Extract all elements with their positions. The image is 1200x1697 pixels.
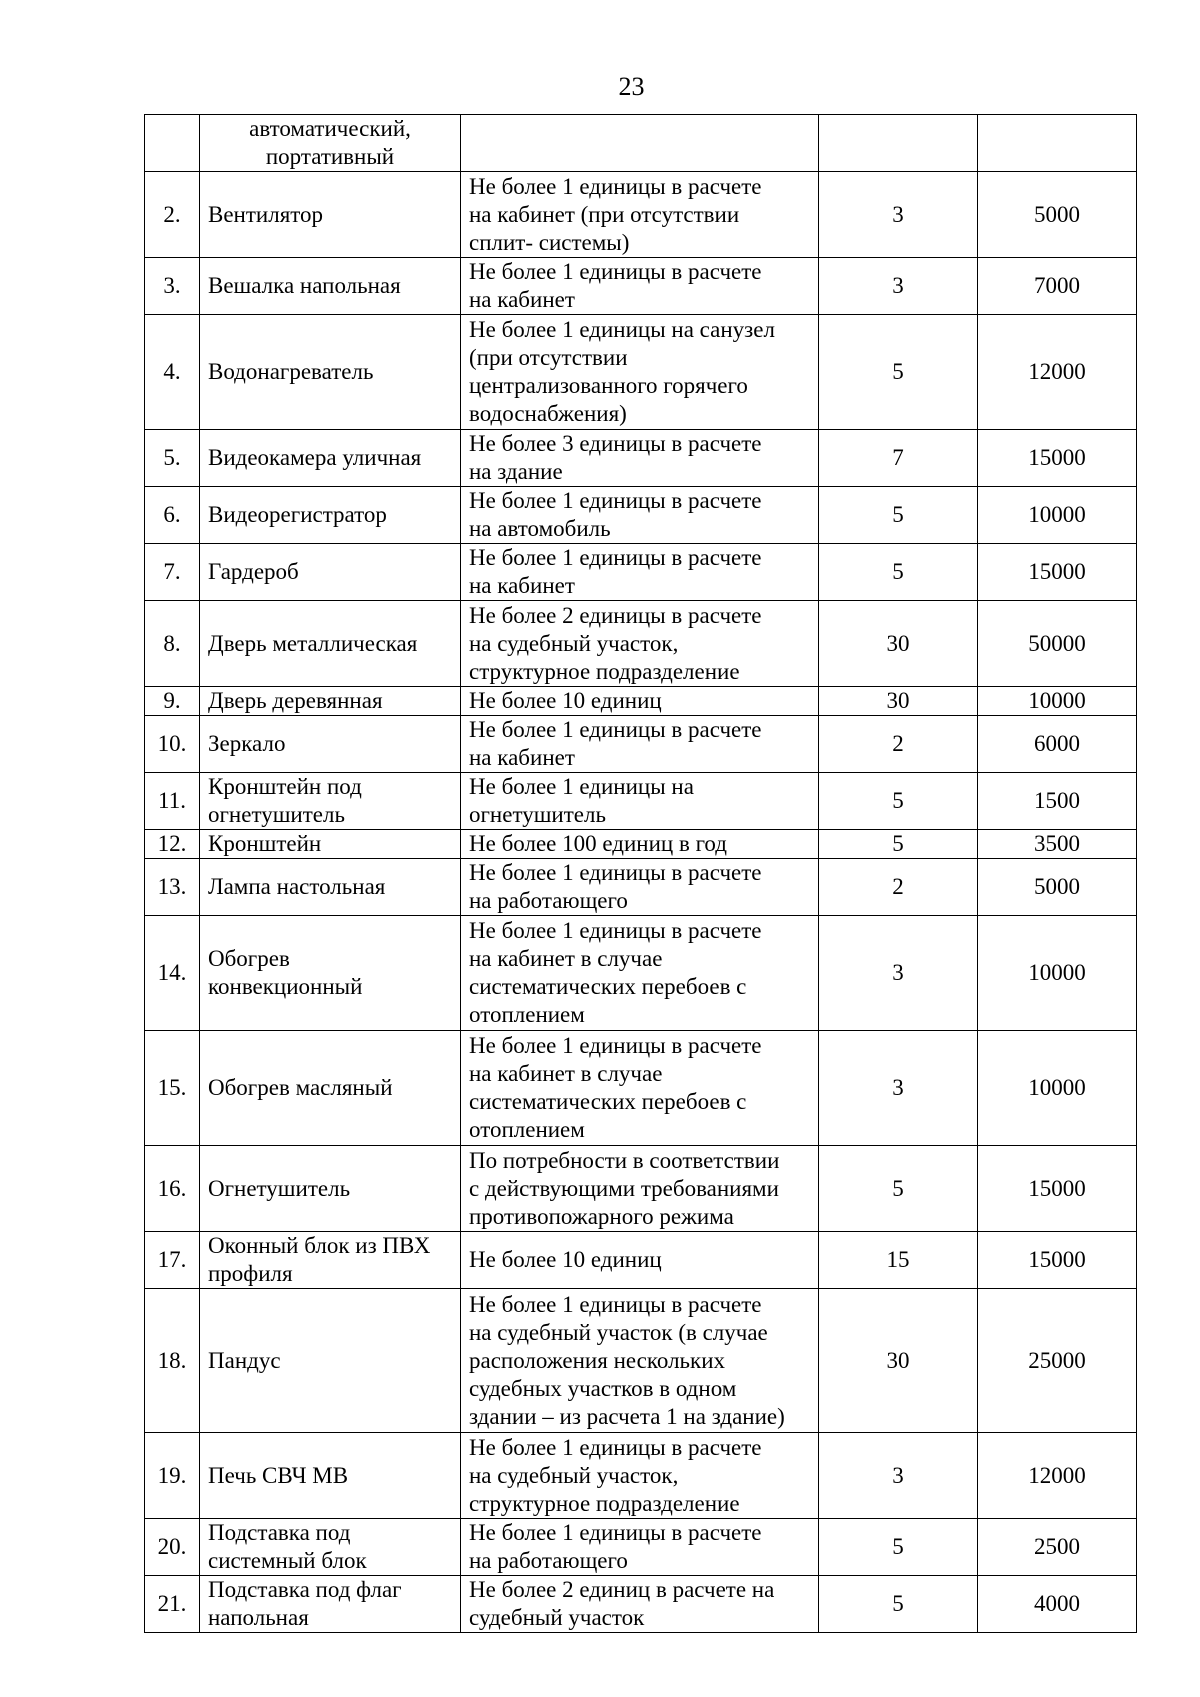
price-cell: 6000: [978, 716, 1137, 773]
price-cell: [978, 115, 1137, 172]
table-row: [145, 430, 1137, 487]
row-number-cell: 6.: [145, 487, 200, 544]
item-name-cell: Пандус: [200, 1289, 461, 1433]
service-life-cell: 2: [819, 859, 978, 916]
service-life-cell: 30: [819, 1289, 978, 1433]
service-life-cell: 5: [819, 315, 978, 430]
table-body: [145, 115, 1137, 1633]
item-name-cell: Обогрев конвекционный: [200, 916, 461, 1031]
norm-description-cell: Не более 10 единиц: [461, 687, 819, 716]
item-name-cell: Водонагреватель: [200, 315, 461, 430]
row-number-cell: 8.: [145, 601, 200, 687]
row-number-cell: 21.: [145, 1576, 200, 1633]
price-cell: 15000: [978, 430, 1137, 487]
row-number-cell: 20.: [145, 1519, 200, 1576]
service-life-cell: 5: [819, 830, 978, 859]
item-name-cell: Видеорегистратор: [200, 487, 461, 544]
norm-description-cell: Не более 1 единицы в расчете на судебный участок, структурное подразделение: [461, 1433, 819, 1519]
price-cell: 12000: [978, 1433, 1137, 1519]
norm-description-cell: Не более 1 единицы в расчете на автомобиль: [461, 487, 819, 544]
norm-description-cell: Не более 1 единицы в расчете на кабинет: [461, 716, 819, 773]
row-number-cell: 15.: [145, 1031, 200, 1146]
row-number-cell: 18.: [145, 1289, 200, 1433]
table-row: [145, 1519, 1137, 1576]
norm-description-cell: Не более 1 единицы на огнетушитель: [461, 773, 819, 830]
service-life-cell: 3: [819, 258, 978, 315]
norm-description-cell: Не более 1 единицы в расчете на кабинет (при отсутствии сплит- системы): [461, 172, 819, 258]
item-name-cell: Подставка под системный блок: [200, 1519, 461, 1576]
price-cell: 7000: [978, 258, 1137, 315]
table-row: [145, 1576, 1137, 1633]
row-number-cell: 5.: [145, 430, 200, 487]
norm-description-cell: Не более 1 единицы на санузел (при отсутствии централизованного горячего водоснабжения): [461, 315, 819, 430]
row-number-cell: 3.: [145, 258, 200, 315]
service-life-cell: 30: [819, 687, 978, 716]
item-name-cell: Кронштейн: [200, 830, 461, 859]
service-life-cell: 5: [819, 1146, 978, 1232]
price-cell: 15000: [978, 544, 1137, 601]
price-cell: 2500: [978, 1519, 1137, 1576]
item-name-cell: Дверь металлическая: [200, 601, 461, 687]
service-life-cell: 3: [819, 172, 978, 258]
norm-description-cell: Не более 1 единицы в расчете на кабинет в случае систематических перебоев с отоплением: [461, 916, 819, 1031]
item-name-cell: Гардероб: [200, 544, 461, 601]
norm-description-cell: [461, 115, 819, 172]
service-life-cell: 5: [819, 544, 978, 601]
table-row: [145, 115, 1137, 172]
table-row: [145, 1146, 1137, 1232]
norm-description-cell: Не более 1 единицы в расчете на работающего: [461, 1519, 819, 1576]
price-cell: 25000: [978, 1289, 1137, 1433]
table-row: [145, 258, 1137, 315]
item-name-cell: Огнетушитель: [200, 1146, 461, 1232]
service-life-cell: 5: [819, 487, 978, 544]
table-row: [145, 916, 1137, 1031]
row-number-cell: 12.: [145, 830, 200, 859]
item-name-cell: Вешалка напольная: [200, 258, 461, 315]
row-number-cell: 16.: [145, 1146, 200, 1232]
row-number-cell: 2.: [145, 172, 200, 258]
item-name-cell: Зеркало: [200, 716, 461, 773]
item-name-cell: Кронштейн под огнетушитель: [200, 773, 461, 830]
row-number-cell: 13.: [145, 859, 200, 916]
price-cell: 5000: [978, 859, 1137, 916]
item-name-cell: Вентилятор: [200, 172, 461, 258]
table-row: [145, 1031, 1137, 1146]
table-row: [145, 830, 1137, 859]
service-life-cell: 3: [819, 1031, 978, 1146]
row-number-cell: 14.: [145, 916, 200, 1031]
service-life-cell: 3: [819, 1433, 978, 1519]
norm-description-cell: Не более 10 единиц: [461, 1232, 819, 1289]
item-name-cell: автоматический, портативный: [200, 115, 461, 172]
item-name-cell: Обогрев масляный: [200, 1031, 461, 1146]
norm-description-cell: Не более 1 единицы в расчете на судебный участок (в случае расположения нескольких судебных участков в одном здании – из расчета 1 на здание): [461, 1289, 819, 1433]
table-row: [145, 1232, 1137, 1289]
row-number-cell: 19.: [145, 1433, 200, 1519]
norm-description-cell: Не более 2 единицы в расчете на судебный участок, структурное подразделение: [461, 601, 819, 687]
table-row: [145, 1433, 1137, 1519]
table-row: [145, 1289, 1137, 1433]
item-name-cell: Лампа настольная: [200, 859, 461, 916]
service-life-cell: [819, 115, 978, 172]
service-life-cell: 3: [819, 916, 978, 1031]
table-row: [145, 687, 1137, 716]
service-life-cell: 5: [819, 773, 978, 830]
row-number-cell: 4.: [145, 315, 200, 430]
item-name-cell: Дверь деревянная: [200, 687, 461, 716]
table-row: [145, 773, 1137, 830]
service-life-cell: 5: [819, 1576, 978, 1633]
norm-description-cell: Не более 100 единиц в год: [461, 830, 819, 859]
price-cell: 4000: [978, 1576, 1137, 1633]
item-name-cell: Подставка под флаг напольная: [200, 1576, 461, 1633]
row-number-cell: 11.: [145, 773, 200, 830]
row-number-cell: [145, 115, 200, 172]
equipment-table: [144, 114, 1137, 1633]
service-life-cell: 15: [819, 1232, 978, 1289]
table-row: [145, 716, 1137, 773]
price-cell: 15000: [978, 1232, 1137, 1289]
norm-description-cell: Не более 1 единицы в расчете на работающего: [461, 859, 819, 916]
table-row: [145, 487, 1137, 544]
price-cell: 50000: [978, 601, 1137, 687]
norm-description-cell: По потребности в соответствии с действующими требованиями противопожарного режима: [461, 1146, 819, 1232]
price-cell: 10000: [978, 1031, 1137, 1146]
price-cell: 10000: [978, 687, 1137, 716]
norm-description-cell: Не более 2 единиц в расчете на судебный участок: [461, 1576, 819, 1633]
price-cell: 3500: [978, 830, 1137, 859]
table-row: [145, 859, 1137, 916]
service-life-cell: 7: [819, 430, 978, 487]
price-cell: 15000: [978, 1146, 1137, 1232]
norm-description-cell: Не более 1 единицы в расчете на кабинет: [461, 258, 819, 315]
table-row: [145, 315, 1137, 430]
price-cell: 12000: [978, 315, 1137, 430]
service-life-cell: 30: [819, 601, 978, 687]
page-number: 23: [618, 72, 645, 101]
service-life-cell: 5: [819, 1519, 978, 1576]
row-number-cell: 10.: [145, 716, 200, 773]
table-row: [145, 172, 1137, 258]
price-cell: 10000: [978, 916, 1137, 1031]
item-name-cell: Видеокамера уличная: [200, 430, 461, 487]
item-name-cell: Печь СВЧ МВ: [200, 1433, 461, 1519]
price-cell: 5000: [978, 172, 1137, 258]
row-number-cell: 17.: [145, 1232, 200, 1289]
service-life-cell: 2: [819, 716, 978, 773]
row-number-cell: 9.: [145, 687, 200, 716]
norm-description-cell: Не более 3 единицы в расчете на здание: [461, 430, 819, 487]
table-row: [145, 544, 1137, 601]
norm-description-cell: Не более 1 единицы в расчете на кабинет: [461, 544, 819, 601]
table-row: [145, 601, 1137, 687]
norm-description-cell: Не более 1 единицы в расчете на кабинет в случае систематических перебоев с отоплением: [461, 1031, 819, 1146]
row-number-cell: 7.: [145, 544, 200, 601]
item-name-cell: Оконный блок из ПВХ профиля: [200, 1232, 461, 1289]
price-cell: 1500: [978, 773, 1137, 830]
price-cell: 10000: [978, 487, 1137, 544]
